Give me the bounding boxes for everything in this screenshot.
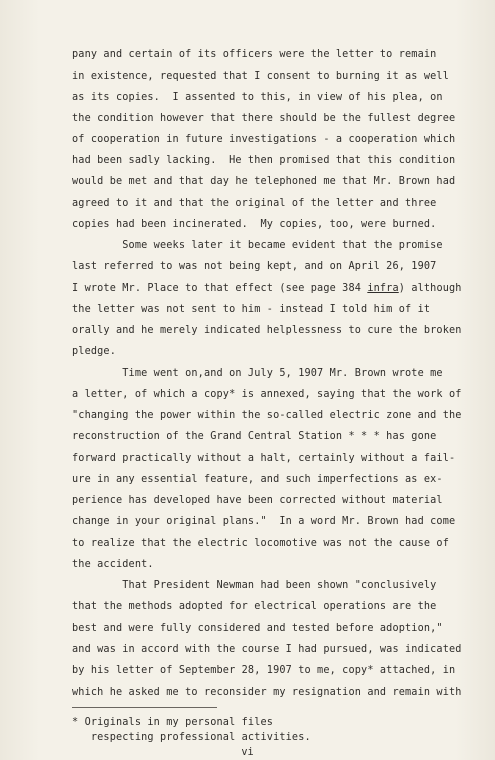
text-line: of cooperation in future investigations - a cooperation which	[72, 134, 456, 145]
text-line: perience has developed have been corrected without material	[72, 495, 443, 506]
text-line: as its copies. I assented to this, in view of his plea, on	[72, 92, 443, 103]
text-line: would be met and that day he telephoned me that Mr. Brown had	[72, 176, 456, 187]
text-line: in existence, requested that I consent to burning it as well	[72, 71, 450, 82]
text-line: ure in any essential feature, and such imperfections as ex-	[72, 474, 443, 485]
text-line: agreed to it and that the original of the letter and three	[72, 198, 437, 209]
text-line: I wrote Mr. Place to that effect (see page 384 infra) although	[72, 283, 462, 294]
text-line: last referred to was not being kept, and on April 26, 1907	[72, 261, 437, 272]
text-line: Some weeks later it became evident that the promise	[72, 240, 443, 251]
text-line: by his letter of September 28, 1907 to me, copy* attached, in	[72, 665, 456, 676]
text-line: Time went on,and on July 5, 1907 Mr. Brown wrote me	[72, 368, 443, 379]
text-line: change in your original plans." In a word Mr. Brown had come	[72, 516, 456, 527]
text-line: "changing the power within the so-called electric zone and the	[72, 410, 462, 421]
text-line: the letter was not sent to him - instead I told him of it	[72, 304, 431, 315]
text-line: the condition however that there should be the fullest degree	[72, 113, 456, 124]
page-number: vi	[241, 747, 254, 758]
text-line: a letter, of which a copy* is annexed, saying that the work of	[72, 389, 462, 400]
text-line: which he asked me to reconsider my resignation and remain with	[72, 687, 462, 698]
text-line: and was in accord with the course I had pursued, was indicated	[72, 644, 462, 655]
text-line: best and were fully considered and tested before adoption,"	[72, 623, 443, 634]
text-line: had been sadly lacking. He then promised that this condition	[72, 155, 456, 166]
text-line: that the methods adopted for electrical operations are the	[72, 601, 437, 612]
footnote-line: * Originals in my personal files	[72, 717, 274, 728]
text-line: orally and he merely indicated helplessness to cure the broken	[72, 325, 462, 336]
text-line: reconstruction of the Grand Central Station * * * has gone	[72, 431, 437, 442]
text-line: the accident.	[72, 559, 154, 570]
text-line: pledge.	[72, 346, 116, 357]
text-line: forward practically without a halt, certainly without a fail-	[72, 453, 456, 464]
text-line: to realize that the electric locomotive was not the cause of	[72, 538, 450, 549]
footnote-divider	[72, 707, 217, 708]
footnote-line: respecting professional activities.	[72, 732, 311, 743]
text-line: copies had been incinerated. My copies, too, were burned.	[72, 219, 437, 230]
text-line: pany and certain of its officers were the letter to remain	[72, 49, 437, 60]
text-line: That President Newman had been shown "conclusively	[72, 580, 437, 591]
